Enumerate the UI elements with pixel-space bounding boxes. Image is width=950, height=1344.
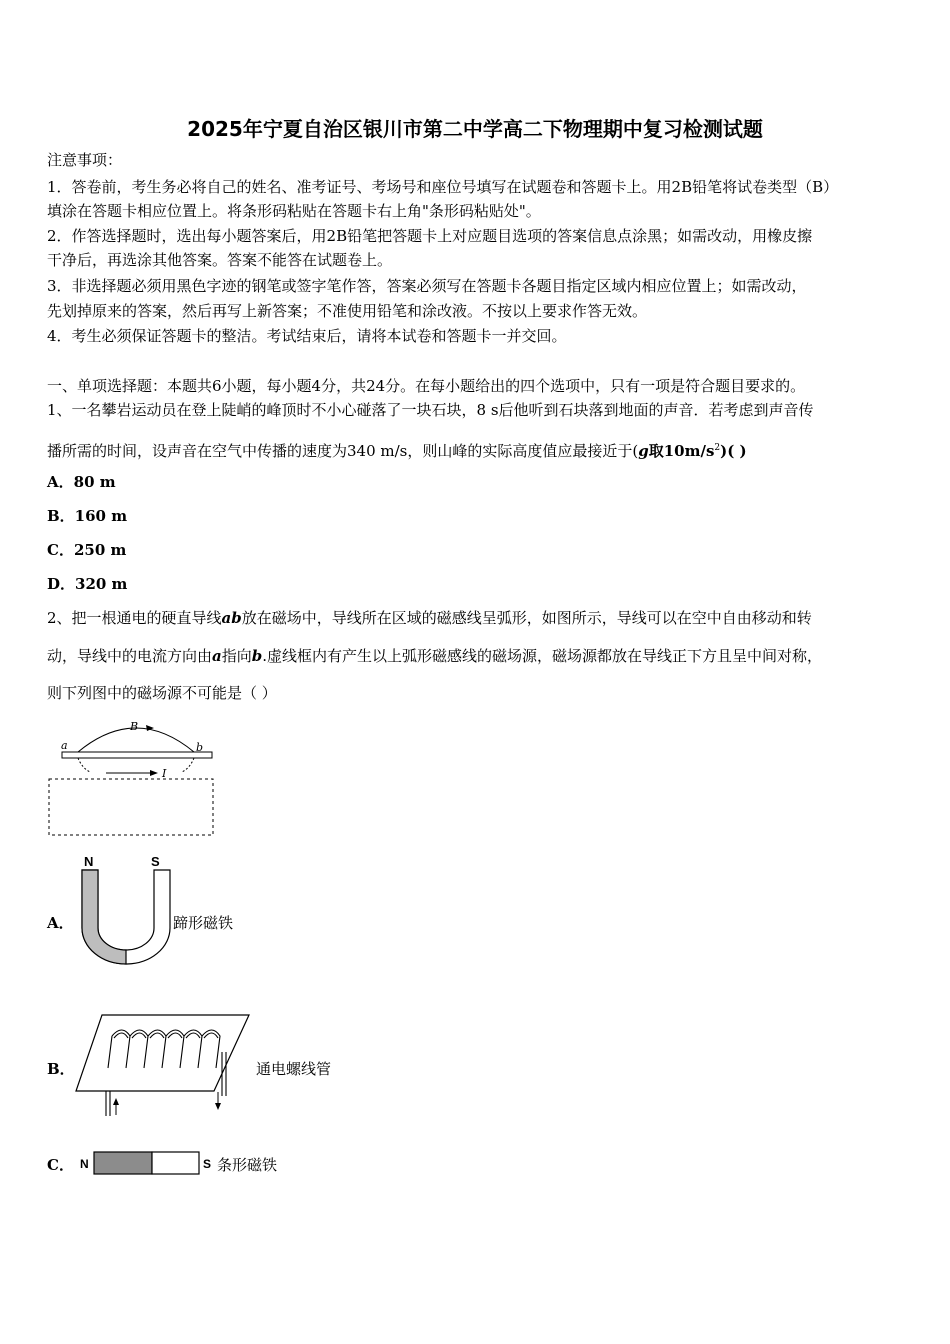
notice-line: 填涂在答题卡相应位置上。将条形码粘贴在答题卡右上角"条形码粘贴处"。 bbox=[47, 202, 541, 220]
q2-option-b-letter: B． bbox=[47, 1060, 75, 1078]
wire-field-figure bbox=[46, 716, 221, 840]
notice-line: 4．考生必须保证答题卡的整洁。考试结束后，请将本试卷和答题卡一并交回。 bbox=[47, 327, 567, 345]
label-I: I bbox=[162, 767, 167, 780]
q2-var-b: b bbox=[251, 647, 263, 665]
q2-stem-text: 放在磁场中，导线所在区域的磁感线呈弧形，如图所示，导线可以在空中自由移动和转 bbox=[241, 609, 812, 627]
pole-n-label: N bbox=[80, 1157, 89, 1171]
notice-line: 2．作答选择题时，选出每小题答案后，用2B铅笔把答题卡上对应题目选项的答案信息点涂黑；如需改动，用橡皮擦 bbox=[47, 227, 813, 245]
q2-var-ab: ab bbox=[221, 609, 242, 627]
current-arrow-icon bbox=[150, 770, 158, 776]
pole-n-label: N bbox=[84, 854, 94, 869]
q2-stem-line2 bbox=[47, 646, 822, 666]
q2-stem-text: 2、把一根通电的硬直导线 bbox=[47, 609, 222, 627]
q1-option-d: D．320 m bbox=[47, 575, 128, 593]
q1-stem-text: 播所需的时间，设声音在空气中传播的速度为340 m/s，则山峰的实际高度值应最接近于( bbox=[47, 442, 639, 460]
bar-magnet-icon bbox=[78, 1150, 218, 1178]
notice-line: 3．非选择题必须用黑色字迹的钢笔或签字笔作答，答案必须写在答题卡各题目指定区域内相应位置上；如需改动， bbox=[47, 277, 807, 295]
notice-line: 1．答卷前，考生务必将自己的姓名、准考证号、考场号和座位号填写在试题卷和答题卡上。用2B铅笔将试卷类型（B） bbox=[47, 178, 839, 196]
wire-rod bbox=[62, 752, 212, 758]
q1-option-b: B．160 m bbox=[47, 507, 128, 525]
q1-stem-line2 bbox=[47, 438, 747, 461]
pole-s-label: S bbox=[151, 854, 160, 869]
q1-stem-text: )( ) bbox=[720, 442, 747, 460]
bar-magnet-s-half bbox=[152, 1152, 199, 1174]
notice-line: 先划掉原来的答案，然后再写上新答案；不准使用铅笔和涂改液。不按以上要求作答无效。 bbox=[47, 302, 648, 320]
label-B: B bbox=[130, 720, 139, 733]
q2-option-b-caption: 通电螺线管 bbox=[256, 1060, 332, 1078]
q1-stem-line1: 1、一名攀岩运动员在登上陡峭的峰顶时不小心碰落了一块石块，8 s后他听到石块落到地面的声音．若考虑到声音传 bbox=[47, 401, 814, 419]
current-up-arrow-icon bbox=[113, 1098, 119, 1105]
q2-stem-text: 指向 bbox=[221, 647, 252, 665]
solenoid-icon bbox=[74, 1012, 254, 1118]
notice-heading: 注意事项： bbox=[47, 151, 123, 169]
q2-option-a-letter: A． bbox=[47, 914, 74, 932]
dashed-source-box bbox=[49, 779, 213, 835]
bar-magnet-n-half bbox=[94, 1152, 152, 1174]
notice-line: 干净后，再选涂其他答案。答案不能答在试题卷上。 bbox=[47, 251, 393, 269]
label-a: a bbox=[61, 739, 68, 752]
q2-var-a: a bbox=[212, 647, 222, 665]
section-heading: 一、单项选择题：本题共6小题，每小题4分，共24分。在每小题给出的四个选项中，只有一项是符合题目要求的。 bbox=[47, 377, 806, 395]
q2-option-c-caption: 条形磁铁 bbox=[217, 1156, 278, 1174]
pole-s-label: S bbox=[203, 1157, 212, 1171]
q1-stem-text: 取10m/s bbox=[648, 442, 715, 460]
q2-stem-line1 bbox=[47, 608, 812, 628]
q1-var-g: g bbox=[638, 442, 649, 460]
solenoid-board bbox=[76, 1015, 249, 1091]
magnet-n-half bbox=[82, 870, 126, 964]
q2-stem-line3: 则下列图中的磁场源不可能是（ ） bbox=[47, 684, 277, 702]
q2-option-c-letter: C． bbox=[47, 1156, 74, 1174]
q2-stem-text: .虚线框内有产生以上弧形磁感线的磁场源，磁场源都放在导线正下方且呈中间对称， bbox=[262, 647, 823, 665]
page-title: 2025年宁夏自治区银川市第二中学高二下物理期中复习检测试题 bbox=[187, 117, 763, 141]
current-down-arrow-icon bbox=[215, 1103, 221, 1110]
q1-sup: 2 bbox=[714, 443, 721, 453]
label-b: b bbox=[196, 741, 204, 754]
q2-stem-text: 动，导线中的电流方向由 bbox=[47, 647, 213, 665]
q1-option-a: A．80 m bbox=[47, 473, 116, 491]
q2-option-a-caption: 蹄形磁铁 bbox=[173, 914, 234, 932]
q1-option-c: C．250 m bbox=[47, 541, 127, 559]
horseshoe-magnet-icon bbox=[78, 850, 178, 970]
